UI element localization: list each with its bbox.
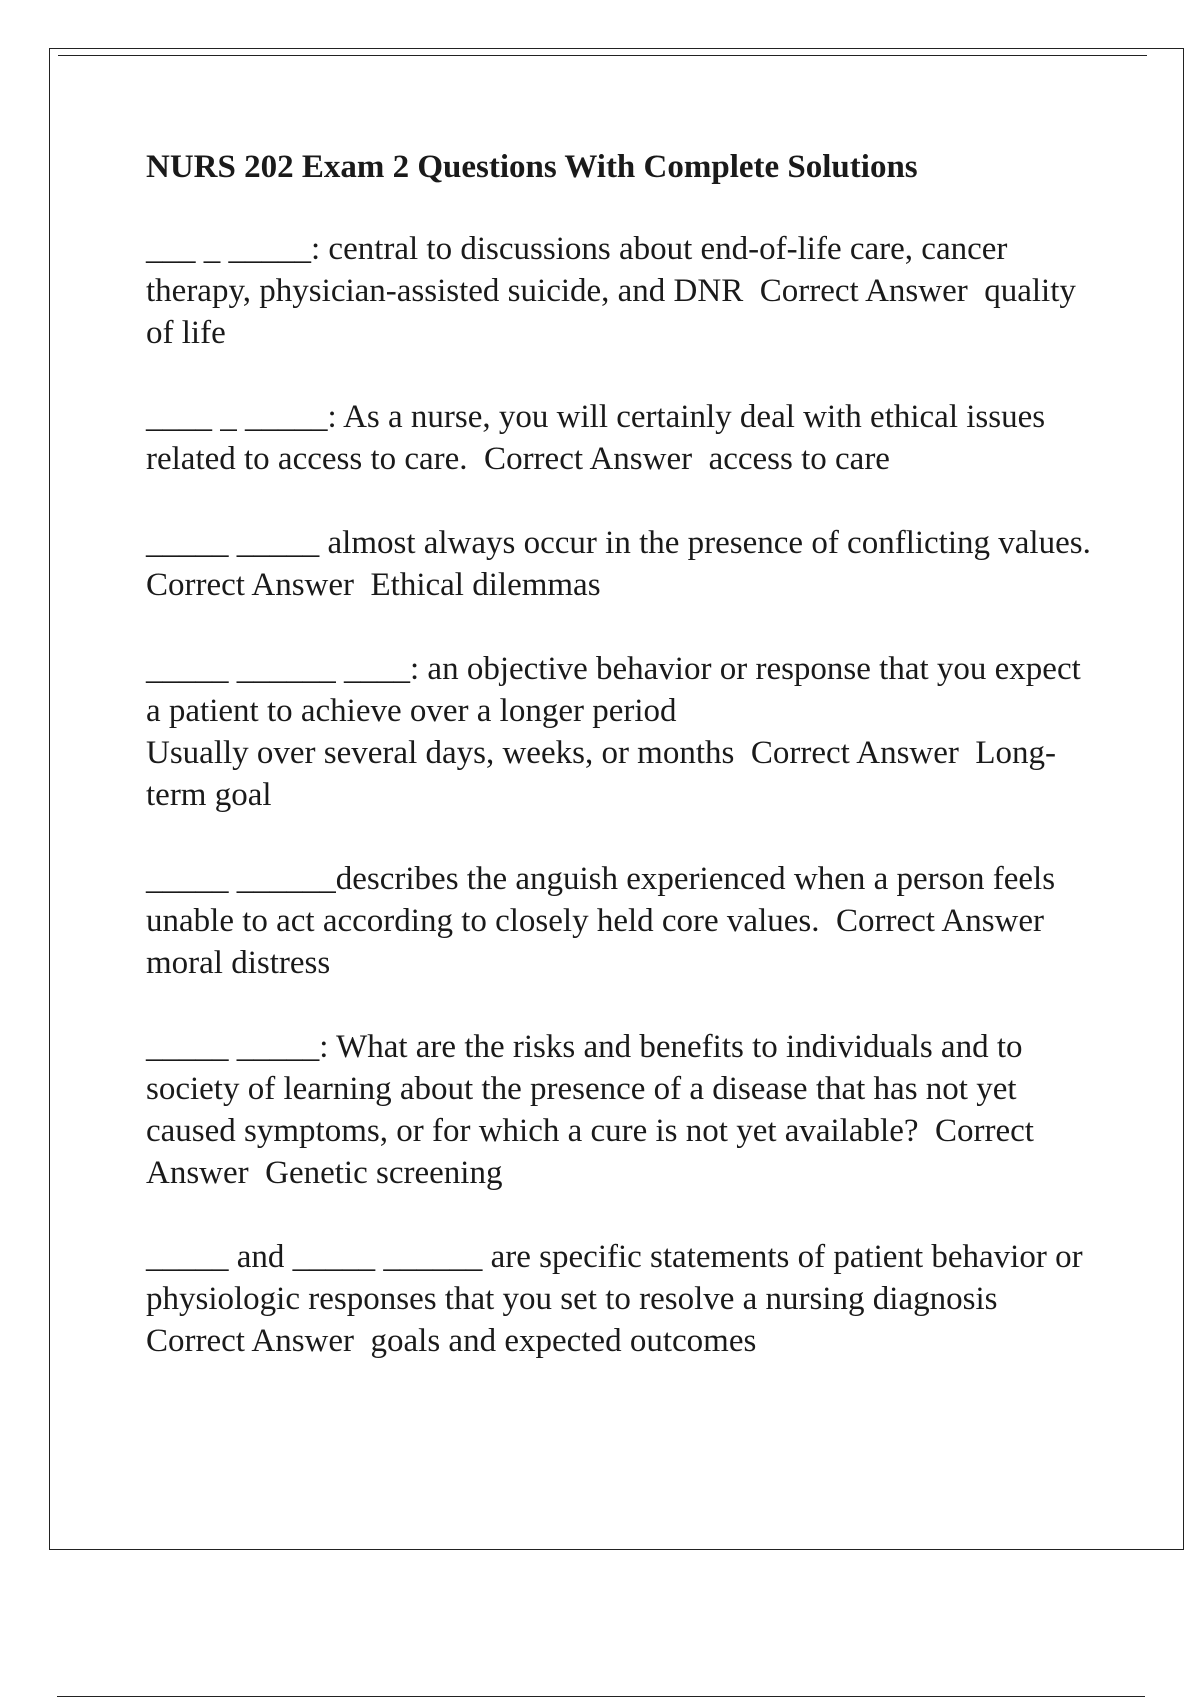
- question-item: ___ _ _____: central to discussions about end-of-life care, cancer therapy, physician-assisted suicide, and DNR Correct Answer quality of life: [146, 231, 1085, 351]
- question-item: _____ and _____ ______ are specific statements of patient behavior or physiologic responses that you set to resolve a nursing diagnosis Correct Answer goals and expected outcomes: [146, 1239, 1091, 1359]
- question-item: _____ _____ almost always occur in the presence of conflicting values. Correct Answer Ethical dilemmas: [146, 525, 1108, 603]
- document-body: [146, 146, 1108, 1404]
- question-item: _____ ______describes the anguish experienced when a person feels unable to act according to closely held core values. Correct Answer moral distress: [146, 861, 1064, 981]
- question-item: _____ _____: What are the risks and benefits to individuals and to society of learning about the presence of a disease that has not yet caused symptoms, or for which a cure is not yet available? Correct Answer Genetic screening: [146, 1029, 1041, 1191]
- document-title: NURS 202 Exam 2 Questions With Complete Solutions: [146, 149, 918, 185]
- top-rule: [58, 55, 1147, 56]
- bottom-rule: [57, 1696, 1145, 1697]
- question-item: _____ ______ ____: an objective behavior or response that you expect a patient to achieve over a longer period Usually over several days, weeks, or months Correct Answer Long-term goal: [146, 651, 1081, 813]
- question-item: ____ _ _____: As a nurse, you will certainly deal with ethical issues related to access to care. Correct Answer access to care: [146, 399, 1054, 477]
